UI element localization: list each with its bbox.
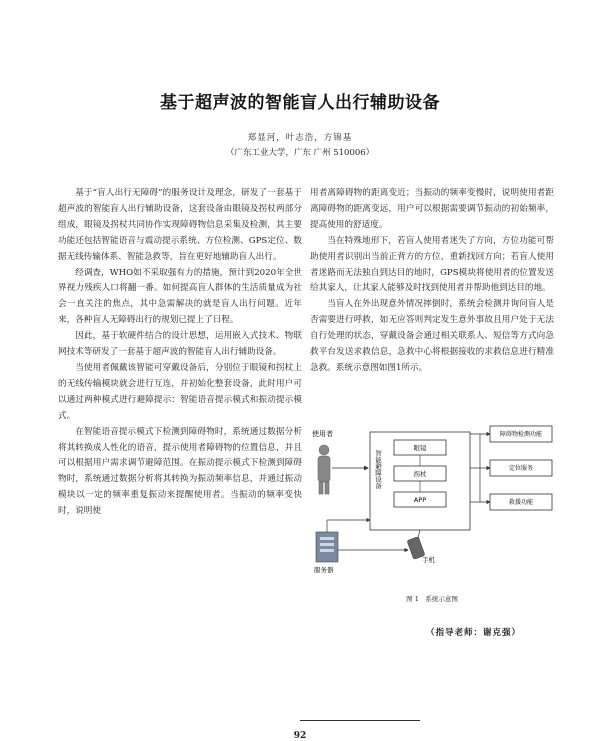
footer-rule: [300, 720, 420, 721]
right-column: [310, 186, 554, 377]
page-number: 92: [293, 731, 307, 741]
func-location-label: 定位服务: [508, 465, 534, 472]
author-list: 郑显河，叶志浩，方锦基: [247, 133, 353, 143]
advisor-note: （指导老师：谢克强）: [426, 628, 522, 638]
app-label: APP: [413, 496, 427, 504]
user-icon: [318, 445, 330, 494]
server-label: 服务器: [314, 566, 334, 574]
paragraph: 当盲人在外出现意外情况摔倒时，系统会检测并询问盲人是否需要进行呼救，如无应答则判定发生意外事故且用户处于无法自行处理的状态，穿戴设备会通过相关联系人、短信等方式向急救平台发送求救信息，急救中心将根据接收的求救信息进行精准急救。系统示意图如图1所示。: [310, 299, 554, 373]
paragraph: 当使用者佩戴该智能可穿戴设备后，分别位于眼镜和拐杖上的无线传输模块就会进行互连，并初始化整套设备，此时用户可以通过两种模式进行避障提示：智能语音提示模式和振动提示模式。: [58, 362, 302, 421]
phone-label: 手机: [422, 556, 435, 564]
paragraph: 基于“盲人出行无障碍”的服务设计及理念，研发了一套基于超声波的智能盲人出行辅助设备，这套设备由眼镜及拐杖两部分组成，眼镜及拐杖共同协作实现障碍物信息采集及检测，其主要功能还包括智能语音与震动提示系统、方位检测、GPS定位、数据无线传输体系、智能急救等，旨在更好地辅助盲人出行。: [58, 188, 302, 262]
func-obstacle-label: 障碍物检测功能: [499, 431, 543, 438]
paragraph: 在智能语音提示模式下检测到障碍物时，系统通过数据分析将其转换成人性化的语音，提示使用者障碍物的位置信息，并且可以根据用户需求调节避障范围。在振动提示模式下检测到障碍物时，系统通过数据分析将其转换为振动频率信息，并通过振动模块以一定的频率重复振动来提醒使用者。当振动的频率变快时，说明使: [58, 426, 302, 517]
server-icon: [316, 532, 338, 562]
cane-label: 拐杖: [413, 470, 427, 478]
device-label: 智能避障设备: [374, 450, 382, 489]
user-label: 使用者: [312, 430, 333, 438]
paragraph: 因此，基于软硬件结合的设计思想，运用嵌入式技术、物联网技术等研发了一套基于超声波的智能盲人出行辅助设备。: [58, 331, 302, 358]
paragraph: 用者离障碍物的距离变近；当振动的频率变慢时，说明使用者距离障碍物的距离变远，用户可以根据需要调节振动的初始频率，提高使用的舒适度。: [310, 188, 554, 230]
glasses-label: 眼镜: [413, 444, 427, 452]
left-column: [58, 186, 302, 520]
figure-caption: 图 1 系统示意图: [406, 595, 458, 603]
paragraph: 经调查，WHO如不采取强有力的措施，预计到2020年全世界视力残疾人口将翻一番。如何提高盲人群体的生活质量成为社会一直关注的焦点，其中急需解决的就是盲人出行问题。近年来，各种盲人无障碍出行的规划已提上了日程。: [58, 267, 302, 326]
func-rescue-label: 救援功能: [508, 499, 534, 506]
paragraph: 当在特殊地形下，若盲人使用者迷失了方向，方位功能可帮助使用者识别出当前正背方的方位，重新找回方向；若盲人使用者迷路而无法独自到达目的地时，GPS模块将使用者的位置发送给其家人，让其家人能够及时找到使用者并帮助他到达目的地。: [310, 235, 554, 294]
system-diagram: [310, 420, 554, 590]
page-title: 基于超声波的智能盲人出行辅助设备: [160, 93, 440, 113]
affiliation: （广东工业大学，广东 广州 510006）: [225, 148, 375, 158]
